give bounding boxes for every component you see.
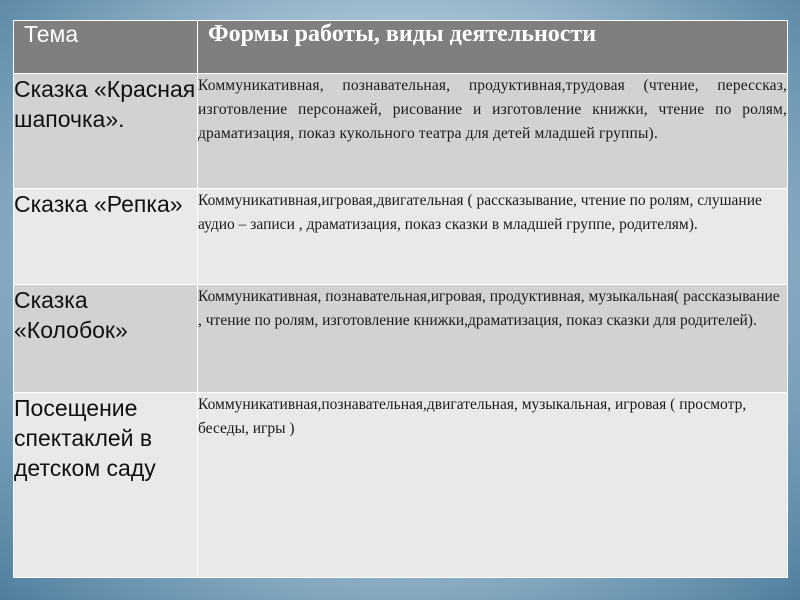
row-forms: Коммуникативная, познавательная, продуктивная,трудовая (чтение, перессказ, изготовление персонажей, рисование и изготовление книжки, чтение по ролям, драматизация, показ кукольного театра для детей младшей группы). <box>198 74 788 189</box>
row-forms: Коммуникативная,игровая,двигательная ( рассказывание, чтение по ролям, слушание аудио – записи , драматизация, показ сказки в младшей группе, родителям). <box>198 189 788 285</box>
table-row <box>14 393 788 578</box>
row-topic: Сказка «Репка» <box>14 189 198 285</box>
activities-table <box>13 20 788 578</box>
row-forms: Коммуникативная, познавательная,игровая, продуктивная, музыкальная( рассказывание , чтение по ролям, изготовление книжки,драматизация, показ сказки для родителей). <box>198 285 788 393</box>
header-topic: Тема <box>14 21 198 74</box>
row-topic: Сказка «Красная шапочка». <box>14 74 198 189</box>
header-forms: Формы работы, виды деятельности <box>198 21 788 74</box>
slide <box>13 20 787 576</box>
table-row <box>14 189 788 285</box>
row-forms: Коммуникативная,познавательная,двигательная, музыкальная, игровая ( просмотр, беседы, игры ) <box>198 393 788 578</box>
table-row <box>14 74 788 189</box>
row-topic: Посещение спектаклей в детском саду <box>14 393 198 578</box>
table-header-row <box>14 21 788 74</box>
table-row <box>14 285 788 393</box>
row-topic: Сказка «Колобок» <box>14 285 198 393</box>
